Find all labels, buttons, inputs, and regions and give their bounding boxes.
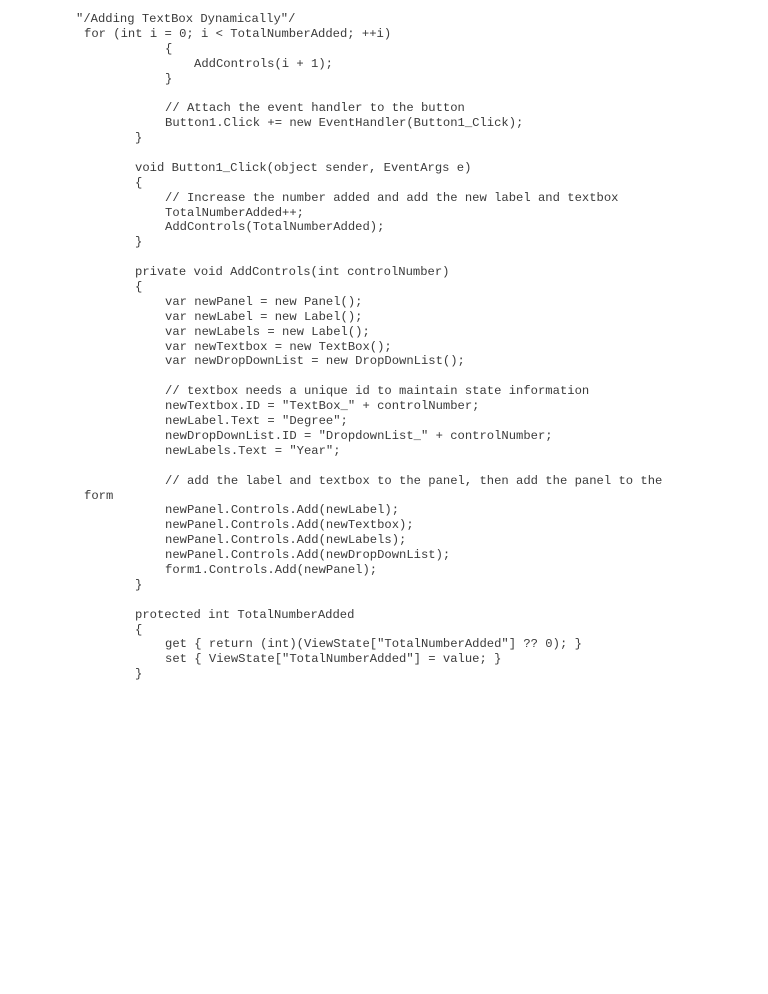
code-line: // textbox needs a unique id to maintain state information (165, 384, 590, 399)
code-line: var newDropDownList = new DropDownList(); (165, 354, 465, 369)
code-line: newLabel.Text = "Degree"; (165, 414, 348, 429)
code-line: Button1.Click += new EventHandler(Button1_Click); (165, 116, 524, 131)
code-line: get { return (int)(ViewState["TotalNumberAdded"] ?? 0); } (165, 637, 582, 652)
code-line: } (135, 131, 143, 146)
code-line: newDropDownList.ID = "DropdownList_" + controlNumber; (165, 428, 553, 443)
code-line: newPanel.Controls.Add(newDropDownList); (165, 548, 451, 563)
code-line (0, 146, 768, 161)
code-line: AddControls(TotalNumberAdded); (165, 220, 385, 235)
code-line (0, 250, 768, 265)
code-line: // add the label and textbox to the panel, then add the panel to the (165, 473, 663, 488)
code-line: newLabels.Text = "Year"; (165, 443, 341, 458)
code-line (0, 369, 768, 384)
code-line: { (135, 280, 143, 295)
code-line: private void AddControls(int controlNumber) (135, 265, 450, 280)
code-line: { (135, 175, 143, 190)
code-line: var newTextbox = new TextBox(); (165, 339, 392, 354)
code-line: void Button1_Click(object sender, EventArgs e) (135, 160, 472, 175)
code-line (0, 459, 768, 474)
code-line: } (165, 71, 173, 86)
code-line: protected int TotalNumberAdded (135, 607, 355, 622)
code-line: newTextbox.ID = "TextBox_" + controlNumber; (165, 399, 480, 414)
code-line: var newLabels = new Label(); (165, 324, 370, 339)
code-line: newPanel.Controls.Add(newLabels); (165, 533, 407, 548)
code-line: TotalNumberAdded++; (165, 205, 304, 220)
code-line: // Increase the number added and add the new label and textbox (165, 190, 619, 205)
code-line: set { ViewState["TotalNumberAdded"] = value; } (165, 652, 502, 667)
code-line: form (84, 488, 114, 503)
code-line: { (165, 41, 173, 56)
code-document (0, 12, 768, 682)
code-line: { (135, 622, 143, 637)
code-line (0, 593, 768, 608)
code-line: newPanel.Controls.Add(newLabel); (165, 503, 400, 518)
code-line: form1.Controls.Add(newPanel); (165, 562, 378, 577)
code-line: } (135, 577, 143, 592)
code-line: // Attach the event handler to the button (165, 101, 465, 116)
code-line: var newLabel = new Label(); (165, 309, 363, 324)
code-line: "/Adding TextBox Dynamically"/ (76, 12, 296, 26)
code-line (0, 86, 768, 101)
code-line: for (int i = 0; i < TotalNumberAdded; ++i) (84, 26, 392, 41)
code-line: } (135, 235, 143, 250)
code-line: newPanel.Controls.Add(newTextbox); (165, 518, 414, 533)
code-line: var newPanel = new Panel(); (165, 294, 363, 309)
code-line: } (135, 667, 143, 682)
code-line: AddControls(i + 1); (194, 56, 333, 71)
